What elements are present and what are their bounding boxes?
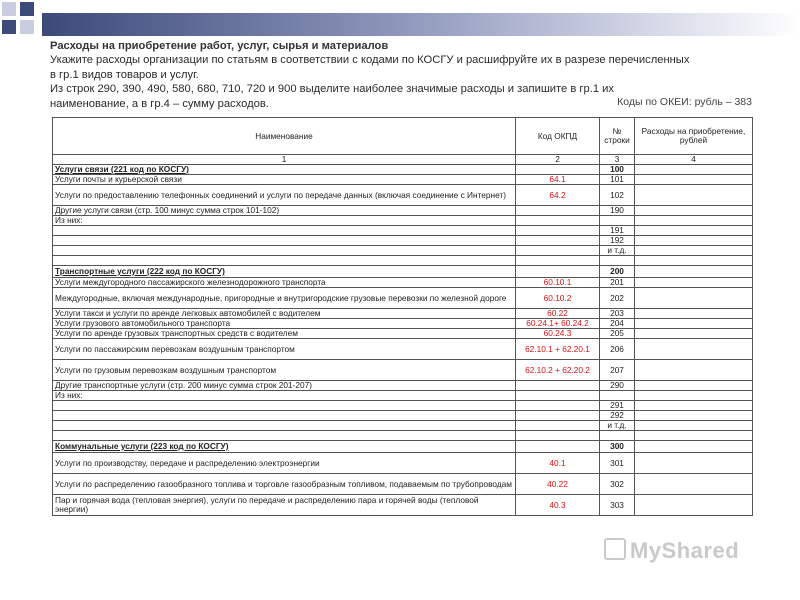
column-number: 3 [600,155,635,165]
row-amount-cell [635,411,753,421]
row-amount-cell [635,401,753,411]
row-amount-cell [635,256,753,266]
row-okpd-cell [516,441,600,453]
table-row [53,256,753,266]
row-amount-cell [635,421,753,431]
row-okpd-cell [516,246,600,256]
column-header: Наименование [53,118,516,155]
row-okpd-cell [516,226,600,236]
row-line-number-cell: 302 [600,474,635,495]
row-amount-cell [635,391,753,401]
row-amount-cell [635,185,753,206]
row-amount-cell [635,216,753,226]
row-okpd-cell [516,216,600,226]
watermark-icon [604,538,626,560]
row-line-number-cell: 102 [600,185,635,206]
row-name-cell: Из них: [53,216,516,226]
row-name-cell [53,421,516,431]
row-name-cell: Другие услуги связи (стр. 100 минус сумма строк 101-102) [53,206,516,216]
page-title: Расходы на приобретение работ, услуг, сырья и материалов [50,40,389,52]
column-header: Код ОКПД [516,118,600,155]
table-row [53,381,753,391]
row-okpd-cell [516,256,600,266]
row-amount-cell [635,495,753,516]
row-okpd-cell: 60.10.1 [516,278,600,288]
row-okpd-cell [516,236,600,246]
row-name-cell [53,236,516,246]
row-line-number-cell: 290 [600,381,635,391]
table-row [53,226,753,236]
row-line-number-cell: 303 [600,495,635,516]
row-okpd-cell: 40.22 [516,474,600,495]
table-row [53,246,753,256]
row-line-number-cell: 301 [600,453,635,474]
table-row [53,185,753,206]
row-amount-cell [635,381,753,391]
column-header: Расходы на приобретение, рублей [635,118,753,155]
column-number: 1 [53,155,516,165]
instruction-line: наименование, а в гр.4 – сумму расходов. [50,97,269,110]
row-line-number-cell: 191 [600,226,635,236]
row-amount-cell [635,360,753,381]
row-line-number-cell: 205 [600,329,635,339]
row-amount-cell [635,175,753,185]
row-name-cell: Пар и горячая вода (тепловая энергия), услуги по передаче и распределению пара и горячей воды (тепловой энергии) [53,495,516,516]
row-okpd-cell: 40.3 [516,495,600,516]
row-amount-cell [635,288,753,309]
table-row [53,278,753,288]
column-number-row [53,155,753,165]
row-line-number-cell: 202 [600,288,635,309]
table-row [53,175,753,185]
instruction-line: Из строк 290, 390, 490, 580, 680, 710, 720 и 900 выделите наиболее значимые расходы и запишите в гр.1 их [50,83,615,96]
expenses-table [52,117,753,516]
row-amount-cell [635,246,753,256]
row-okpd-cell [516,401,600,411]
row-amount-cell [635,278,753,288]
row-name-cell: Междугородные, включая международные, пригородные и внутригородские грузовые перевозки по железной дороге [53,288,516,309]
table-row [53,495,753,516]
row-line-number-cell [600,256,635,266]
row-amount-cell [635,329,753,339]
row-name-cell: Услуги междугородного пассажирского железнодорожного транспорта [53,278,516,288]
row-amount-cell [635,165,753,175]
row-name-cell: Коммунальные услуги (223 код по КОСГУ) [53,441,516,453]
row-amount-cell [635,339,753,360]
column-header: № строки [600,118,635,155]
row-okpd-cell: 62.10.1 + 62.20.1 [516,339,600,360]
row-line-number-cell: 292 [600,411,635,421]
row-name-cell: Транспортные услуги (222 код по КОСГУ) [53,266,516,278]
row-amount-cell [635,319,753,329]
row-line-number-cell: и т.д. [600,421,635,431]
row-okpd-cell: 64.2 [516,185,600,206]
row-line-number-cell [600,431,635,441]
row-name-cell [53,226,516,236]
table-row [53,288,753,309]
row-okpd-cell [516,411,600,421]
row-name-cell: Услуги связи (221 код по КОСГУ) [53,165,516,175]
row-line-number-cell: и т.д. [600,246,635,256]
row-line-number-cell [600,216,635,226]
row-line-number-cell: 192 [600,236,635,246]
table-row [53,339,753,360]
watermark [604,538,739,564]
table-row [53,206,753,216]
row-okpd-cell: 62.10.2 + 62.20.2 [516,360,600,381]
header-bar [42,13,800,36]
row-okpd-cell [516,206,600,216]
table-row [53,391,753,401]
row-name-cell: Услуги грузового автомобильного транспорта [53,319,516,329]
row-line-number-cell: 204 [600,319,635,329]
table-row [53,266,753,278]
row-amount-cell [635,431,753,441]
row-name-cell: Услуги по распределению газообразного топлива и торговле газообразным топливом, подаваемым по трубопроводам [53,474,516,495]
row-name-cell [53,401,516,411]
row-amount-cell [635,441,753,453]
row-amount-cell [635,236,753,246]
row-name-cell: Из них: [53,391,516,401]
row-line-number-cell: 200 [600,266,635,278]
row-line-number-cell: 201 [600,278,635,288]
row-line-number-cell: 207 [600,360,635,381]
table-header-row [53,118,753,155]
row-name-cell [53,246,516,256]
row-amount-cell [635,206,753,216]
table-row [53,441,753,453]
row-name-cell: Услуги по аренде грузовых транспортных средств с водителем [53,329,516,339]
row-amount-cell [635,266,753,278]
table-row [53,431,753,441]
row-okpd-cell [516,381,600,391]
table-row [53,474,753,495]
row-okpd-cell: 60.24.3 [516,329,600,339]
table-row [53,411,753,421]
table-row [53,216,753,226]
table-row [53,401,753,411]
row-okpd-cell [516,266,600,278]
row-name-cell: Услуги по пассажирским перевозкам воздушным транспортом [53,339,516,360]
row-okpd-cell: 64.1 [516,175,600,185]
row-okpd-cell: 40.1 [516,453,600,474]
table-row [53,329,753,339]
row-line-number-cell: 203 [600,309,635,319]
row-line-number-cell [600,391,635,401]
table-row [53,421,753,431]
row-name-cell [53,431,516,441]
row-name-cell: Услуги такси и услуги по аренде легковых автомобилей с водителем [53,309,516,319]
row-line-number-cell: 291 [600,401,635,411]
row-okpd-cell [516,391,600,401]
row-amount-cell [635,453,753,474]
row-line-number-cell: 300 [600,441,635,453]
table-row [53,319,753,329]
row-okpd-cell: 60.22 [516,309,600,319]
table-row [53,309,753,319]
row-name-cell: Услуги по грузовым перевозкам воздушным транспортом [53,360,516,381]
watermark-text: MyShared [630,538,740,563]
row-name-cell [53,411,516,421]
table-row [53,236,753,246]
okei-code: Коды по ОКЕИ: рубль – 383 [617,96,752,108]
table-row [53,360,753,381]
table-row [53,165,753,175]
row-name-cell: Услуги по предоставлению телефонных соединений и услуги по передаче данных (включая соединение с Интернет) [53,185,516,206]
row-name-cell: Услуги почты и курьерской связи [53,175,516,185]
row-amount-cell [635,309,753,319]
column-number: 4 [635,155,753,165]
row-okpd-cell [516,165,600,175]
row-okpd-cell [516,421,600,431]
row-amount-cell [635,226,753,236]
row-name-cell: Услуги по производству, передаче и распределению электроэнергии [53,453,516,474]
row-okpd-cell: 60.24.1+ 60.24.2 [516,319,600,329]
row-line-number-cell: 100 [600,165,635,175]
row-name-cell: Другие транспортные услуги (стр. 200 минус сумма строк 201-207) [53,381,516,391]
row-amount-cell [635,474,753,495]
row-okpd-cell [516,431,600,441]
table-row [53,453,753,474]
instruction-line: в гр.1 видов товаров и услуг. [50,68,199,81]
row-line-number-cell: 101 [600,175,635,185]
row-line-number-cell: 206 [600,339,635,360]
row-line-number-cell: 190 [600,206,635,216]
column-number: 2 [516,155,600,165]
instruction-line: Укажите расходы организации по статьям в соответствии с кодами по КОСГУ и расшифруйте их в разрезе перечисленных [50,54,690,67]
row-name-cell [53,256,516,266]
row-okpd-cell: 60.10.2 [516,288,600,309]
